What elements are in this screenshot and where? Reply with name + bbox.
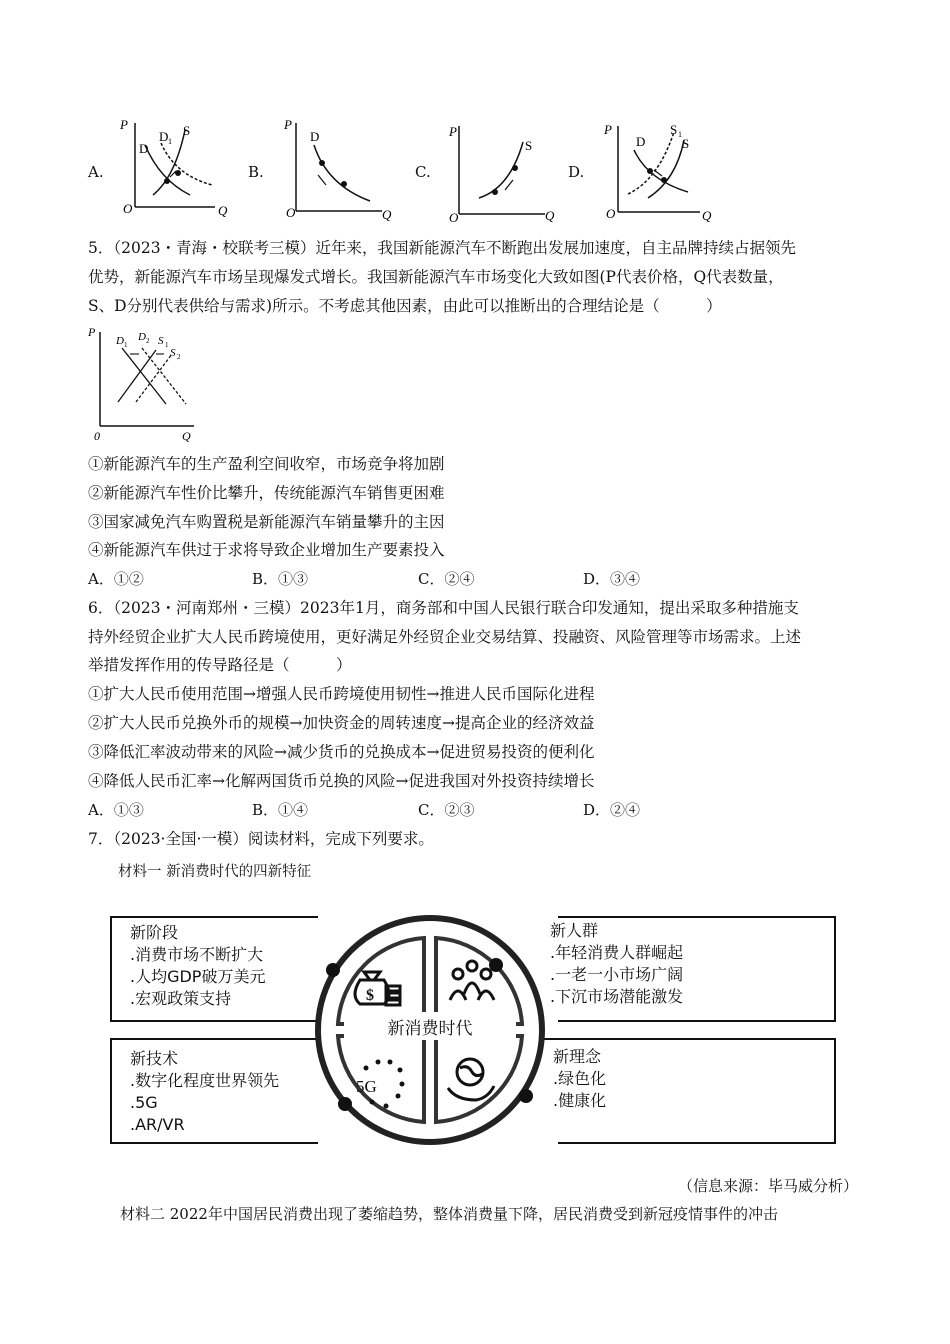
s1-label: S <box>158 335 164 347</box>
axis-q-label: Q <box>182 429 191 443</box>
q5-choice-c[interactable]: C．②④ <box>418 570 475 588</box>
axis-q-label: Q <box>545 208 555 223</box>
d-label: D <box>636 134 646 149</box>
q6-item-3: ③降低汇率波动带来的风险→减少货币的兑换成本→促进贸易投资的便利化 <box>88 743 595 761</box>
s2-label: S <box>170 347 176 359</box>
material1-title: 材料一 新消费时代的四新特征 <box>118 864 312 880</box>
top-right-item-3: .下沉市场潜能激发 <box>550 987 684 1006</box>
d2-subscript: 2 <box>146 337 150 345</box>
q5-item-4: ④新能源汽车供过于求将导致企业增加生产要素投入 <box>88 541 445 559</box>
d1-subscript: 1 <box>168 137 172 146</box>
graph-c <box>445 118 555 226</box>
q6-stem-line-3: 举措发挥作用的传导路径是（ ） <box>88 656 352 674</box>
top-right-title: 新人群 <box>550 921 599 940</box>
graph-a <box>115 115 230 223</box>
axis-q-label: Q <box>382 207 392 222</box>
q6-choice-d[interactable]: D．②④ <box>583 801 641 819</box>
option-d-label: D. <box>568 163 585 181</box>
s-label: S <box>525 138 533 153</box>
svg-text:5G: 5G <box>356 1077 377 1096</box>
q7-stem: 7．（2023·全国·一模）阅读材料，完成下列要求。 <box>88 830 434 848</box>
origin-label: O <box>449 210 459 225</box>
origin-label: O <box>123 201 133 216</box>
axis-p-label: P <box>449 124 457 139</box>
bottom-left-title: 新技术 <box>130 1049 179 1068</box>
q6-item-2: ②扩大人民币兑换外币的规模→加快资金的周转速度→提高企业的经济效益 <box>88 714 595 732</box>
origin-label: O <box>286 205 296 220</box>
q6-stem-line-1: 6．（2023・河南郑州・三模）2023年1月，商务部和中国人民银行联合印发通知，提出采取多种措施支 <box>88 599 799 617</box>
s1-subscript: 1 <box>678 130 682 139</box>
origin-label: 0 <box>94 429 100 443</box>
s1-subscript: 1 <box>165 341 169 349</box>
q6-item-4: ④降低人民币汇率→化解两国货币兑换的风险→促进我国对外投资持续增长 <box>88 772 595 790</box>
bottom-left-item-2: .5G <box>130 1093 158 1112</box>
q6-stem-line-2: 持外经贸企业扩大人民币跨境使用，更好满足外经贸企业交易结算、投融资、风险管理等市场需求。上述 <box>88 628 802 646</box>
q5-stem-line-3: S、D分别代表供给与需求)所示。不考虑其他因素，由此可以推断出的合理结论是（ ） <box>88 297 722 315</box>
bottom-right-title: 新理念 <box>553 1047 602 1066</box>
d1-label: D <box>116 335 124 347</box>
top-left-item-1: .消费市场不断扩大 <box>130 945 264 964</box>
q5-item-1: ①新能源汽车的生产盈利空间收窄，市场竞争将加剧 <box>88 455 445 473</box>
q5-choice-b[interactable]: B．①③ <box>252 570 309 588</box>
bottom-left-item-1: .数字化程度世界领先 <box>130 1071 280 1090</box>
d-label: D <box>310 129 320 144</box>
bottom-left-item-3: .AR/VR <box>130 1115 185 1134</box>
dollar-sign-icon: $ <box>366 987 374 1004</box>
option-c-label: C. <box>415 163 431 181</box>
axis-p-label: P <box>88 325 96 339</box>
q5-choice-a[interactable]: A．①② <box>88 570 144 588</box>
q6-choice-c[interactable]: C．②③ <box>418 801 475 819</box>
bottom-right-item-2: .健康化 <box>553 1091 607 1110</box>
top-right-item-1: .年轻消费人群崛起 <box>550 943 684 962</box>
q5-item-2: ②新能源汽车性价比攀升，传统能源汽车销售更困难 <box>88 484 445 502</box>
q5-stem-line-1: 5．（2023・青海・校联考三模）近年来，我国新能源汽车不断跑出发展加速度，自主品牌持续占据领先 <box>88 239 797 257</box>
d2-label: D <box>138 331 146 343</box>
axis-q-label: Q <box>218 203 228 218</box>
q6-choice-a[interactable]: A．①③ <box>88 801 144 819</box>
axis-p-label: P <box>284 117 292 132</box>
s-label: S <box>682 136 690 151</box>
s-label: S <box>183 123 191 138</box>
graph-b <box>282 115 392 223</box>
origin-label: O <box>606 206 616 221</box>
s2-subscript: 2 <box>177 353 181 361</box>
graph-d <box>598 118 713 226</box>
q6-choice-b[interactable]: B．①④ <box>252 801 309 819</box>
q5-choice-d[interactable]: D．③④ <box>583 570 641 588</box>
source-note: （信息来源：毕马威分析） <box>677 1177 858 1195</box>
bottom-right-item-1: .绿色化 <box>553 1069 607 1088</box>
material2-text: 材料二 2022年中国居民消费出现了萎缩趋势，整体消费量下降，居民消费受到新冠疫情事件的冲击 <box>120 1205 778 1223</box>
d1-subscript: 1 <box>124 341 128 349</box>
s1-label: S <box>670 122 678 137</box>
axis-p-label: P <box>120 117 128 132</box>
q6-item-1: ①扩大人民币使用范围→增强人民币跨境使用韧性→推进人民币国际化进程 <box>88 685 595 703</box>
option-b-label: B. <box>248 163 264 181</box>
top-left-item-2: .人均GDP破万美元 <box>130 967 266 986</box>
d-label: D <box>139 141 149 156</box>
option-a-label: A. <box>88 163 104 181</box>
q5-stem-line-2: 优势，新能源汽车市场呈现爆发式增长。我国新能源汽车市场变化大致如图(P代表价格，Q代表数量， <box>88 268 784 286</box>
q5-item-3: ③国家减免汽车购置税是新能源汽车销量攀升的主因 <box>88 513 445 531</box>
top-left-item-3: .宏观政策支持 <box>130 989 232 1008</box>
axis-p-label: P <box>604 122 612 137</box>
center-title: 新消费时代 <box>387 1019 473 1039</box>
top-left-title: 新阶段 <box>130 923 179 942</box>
axis-q-label: Q <box>702 208 712 223</box>
q5-graph <box>86 322 206 444</box>
top-right-item-2: .一老一小市场广阔 <box>550 965 684 984</box>
d1-label: D <box>159 129 169 144</box>
